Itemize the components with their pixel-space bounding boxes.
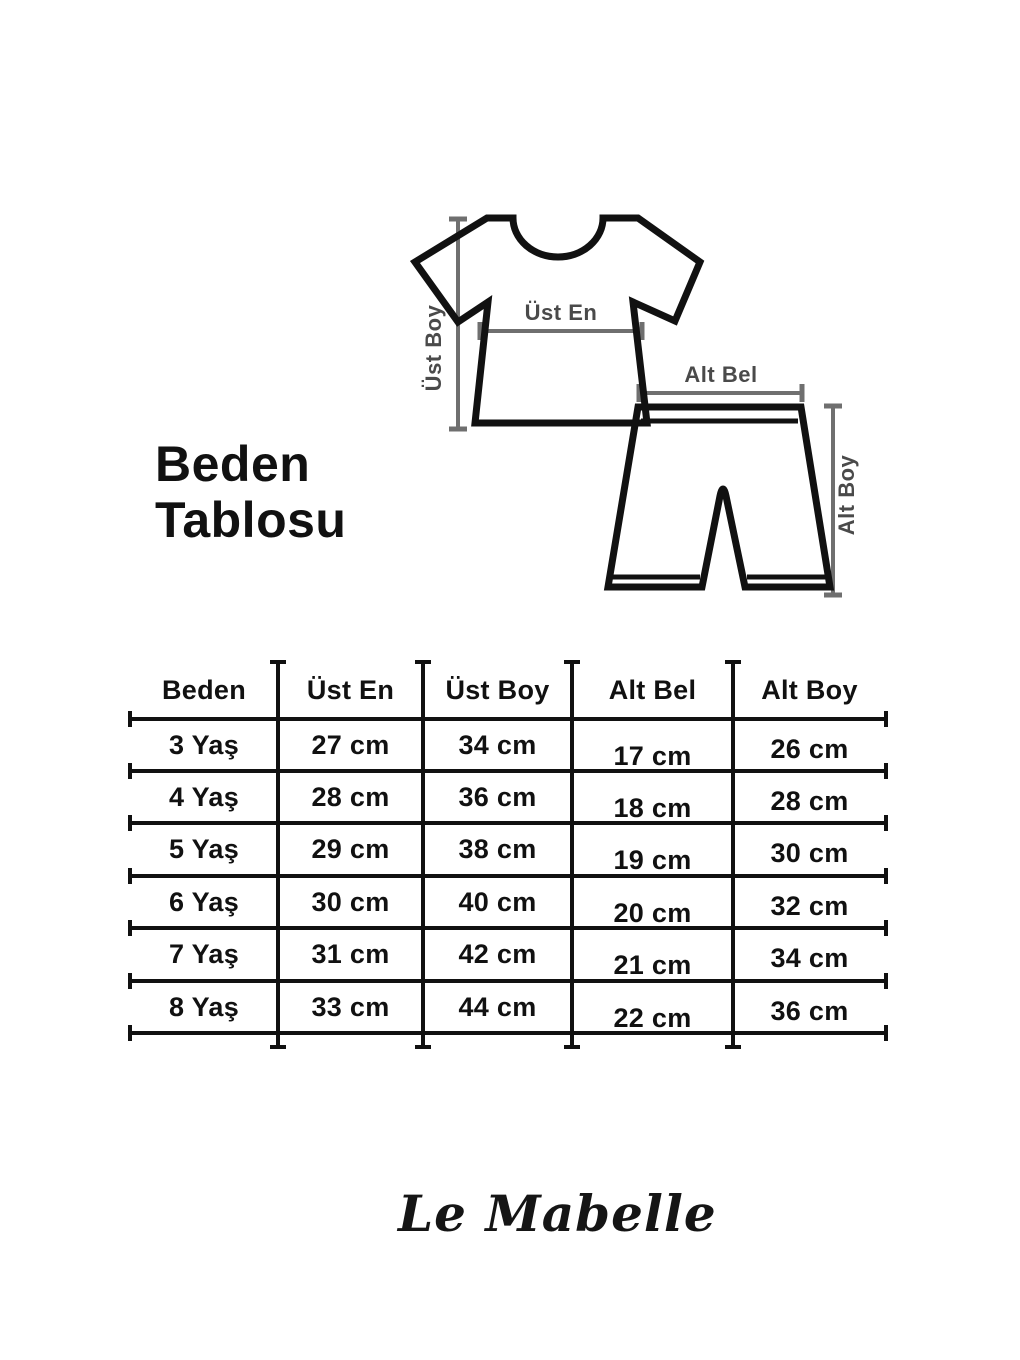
col-header-alt-bel: Alt Bel xyxy=(608,674,697,705)
cell-alt-boy: 26 cm xyxy=(770,733,849,764)
brand-logo: Le Mabelle xyxy=(398,1184,717,1243)
cell-alt-bel: 22 cm xyxy=(613,1002,692,1033)
col-header-beden: Beden xyxy=(161,674,247,705)
cell-alt-boy: 36 cm xyxy=(770,995,849,1026)
garment-diagram xyxy=(395,190,865,620)
ust-en-label: Üst En xyxy=(524,300,598,325)
cell-ust-en: 27 cm xyxy=(311,729,390,760)
cell-alt-boy: 34 cm xyxy=(770,943,849,973)
cell-ust-boy: 40 cm xyxy=(458,886,537,917)
cell-ust-boy: 36 cm xyxy=(458,781,537,812)
cell-beden: 4 Yaş xyxy=(168,781,240,812)
page-title xyxy=(155,436,346,548)
cell-beden: 7 Yaş xyxy=(168,939,240,969)
cell-ust-boy: 34 cm xyxy=(458,729,537,760)
cell-beden: 3 Yaş xyxy=(168,729,240,760)
cell-alt-bel: 21 cm xyxy=(613,950,692,980)
cell-alt-boy: 30 cm xyxy=(770,838,849,868)
cell-ust-en: 28 cm xyxy=(311,781,390,812)
cell-alt-bel: 18 cm xyxy=(613,792,692,823)
cell-alt-boy: 28 cm xyxy=(770,785,849,816)
alt-boy-label: Alt Boy xyxy=(834,454,859,536)
cell-beden: 8 Yaş xyxy=(168,991,240,1022)
col-header-ust-en: Üst En xyxy=(306,674,395,705)
cell-ust-boy: 42 cm xyxy=(458,939,537,969)
cell-beden: 5 Yaş xyxy=(168,834,240,864)
cell-alt-bel: 20 cm xyxy=(613,897,692,928)
page-title-line1: Beden xyxy=(155,436,311,492)
cell-alt-bel: 17 cm xyxy=(613,740,692,771)
size-table xyxy=(130,661,886,1048)
cell-ust-en: 31 cm xyxy=(311,939,390,969)
cell-ust-boy: 38 cm xyxy=(458,834,537,864)
cell-ust-boy: 44 cm xyxy=(458,991,537,1022)
page-title-line2: Tablosu xyxy=(155,492,347,548)
col-header-ust-boy: Üst Boy xyxy=(445,674,550,705)
ust-boy-label: Üst Boy xyxy=(421,304,446,392)
col-header-alt-boy: Alt Boy xyxy=(761,674,858,705)
cell-alt-boy: 32 cm xyxy=(770,890,849,921)
cell-ust-en: 29 cm xyxy=(311,834,390,864)
shorts-outline-drawing xyxy=(608,407,830,587)
cell-ust-en: 30 cm xyxy=(311,886,390,917)
cell-beden: 6 Yaş xyxy=(168,886,240,917)
cell-ust-en: 33 cm xyxy=(311,991,390,1022)
alt-bel-label: Alt Bel xyxy=(684,362,758,387)
cell-alt-bel: 19 cm xyxy=(613,845,692,875)
